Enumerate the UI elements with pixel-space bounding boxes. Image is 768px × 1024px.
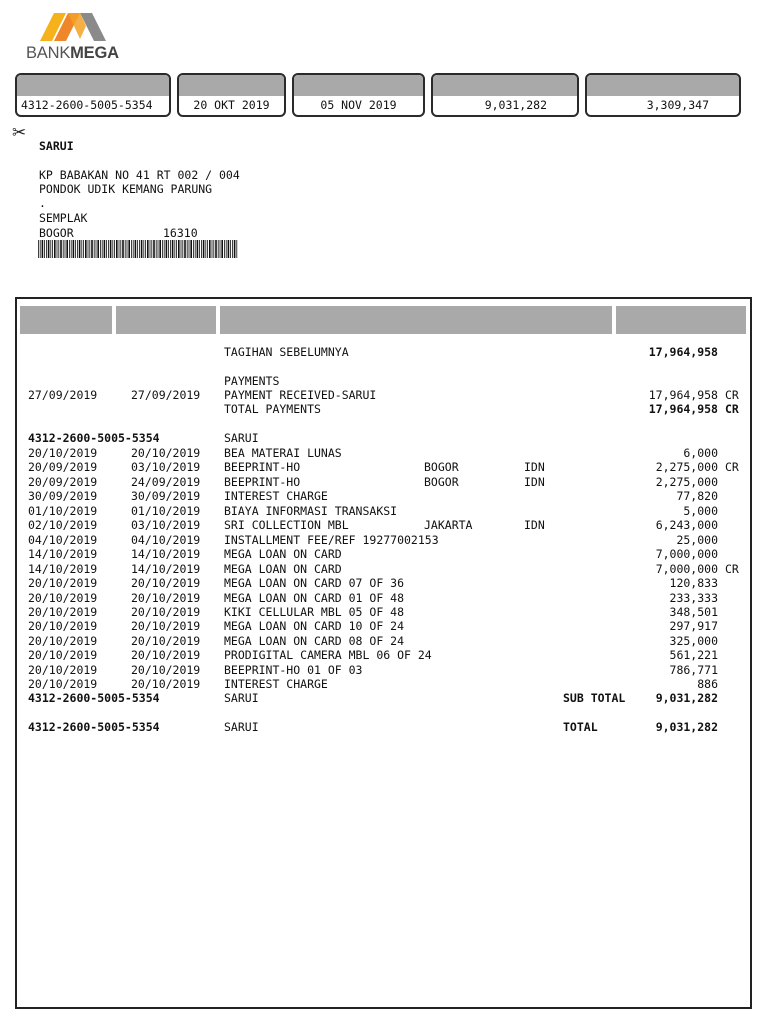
txn-amount: 348,501 bbox=[669, 604, 718, 619]
bank-name bbox=[26, 44, 119, 63]
txn-date: 14/10/2019 bbox=[28, 561, 98, 576]
txn-description: BEA MATERAI LUNAS bbox=[224, 446, 342, 460]
subtotal-cardholder: SARUI bbox=[224, 691, 259, 705]
total-payments-flag: CR bbox=[725, 402, 739, 416]
statement-date: 20 OKT 2019 bbox=[193, 98, 270, 112]
payments-label: PAYMENTS bbox=[224, 374, 280, 388]
txn-post-date: 03/10/2019 bbox=[131, 518, 201, 533]
card-number-heading: 4312-2600-5005-5354 bbox=[28, 431, 160, 445]
address-postal-code: 16310 bbox=[163, 226, 198, 240]
txn-flag: CR bbox=[725, 460, 739, 475]
txn-post-date: 20/10/2019 bbox=[131, 604, 201, 619]
txn-amount: 25,000 bbox=[676, 532, 718, 547]
txn-amount: 325,000 bbox=[669, 633, 718, 648]
address-line4: SEMPLAK bbox=[39, 211, 88, 225]
payment-amount: 17,964,958 bbox=[648, 388, 718, 402]
scissors-icon: ✂ bbox=[12, 123, 27, 143]
txn-city: BOGOR bbox=[424, 460, 459, 475]
bank-logo bbox=[26, 12, 126, 64]
txn-description: MEGA LOAN ON CARD bbox=[224, 561, 342, 576]
txn-post-date: 03/10/2019 bbox=[131, 460, 201, 475]
total-payments: 17,964,958 bbox=[648, 402, 718, 416]
customer-name: SARUI bbox=[39, 139, 74, 153]
txn-amount: 5,000 bbox=[683, 503, 718, 518]
bank-name-part1: BANK bbox=[26, 44, 71, 62]
txn-country: IDN bbox=[524, 518, 545, 533]
txn-city: BOGOR bbox=[424, 474, 459, 489]
txn-date: 20/10/2019 bbox=[28, 576, 98, 591]
col-header-amount bbox=[616, 306, 746, 334]
txn-post-date: 04/10/2019 bbox=[131, 532, 201, 547]
payment-post-date: 27/09/2019 bbox=[131, 388, 201, 402]
txn-date: 20/10/2019 bbox=[28, 590, 98, 605]
address-line2: PONDOK UDIK KEMANG PARUNG bbox=[39, 182, 213, 196]
col-header-description bbox=[220, 306, 612, 334]
txn-date: 20/09/2019 bbox=[28, 474, 98, 489]
txn-amount: 886 bbox=[697, 677, 718, 692]
txn-amount: 7,000,000 bbox=[655, 561, 718, 576]
txn-description: BEEPRINT-HO bbox=[224, 474, 301, 489]
txn-amount: 561,221 bbox=[669, 648, 718, 663]
txn-description: SRI COLLECTION MBL bbox=[224, 518, 349, 533]
due-date: 05 NOV 2019 bbox=[320, 98, 397, 112]
txn-description: KIKI CELLULAR MBL 05 OF 48 bbox=[224, 604, 405, 619]
txn-date: 20/10/2019 bbox=[28, 648, 98, 663]
txn-date: 20/09/2019 bbox=[28, 460, 98, 475]
total-amount: 9,031,282 bbox=[655, 720, 718, 734]
col-header-post-date bbox=[116, 306, 216, 334]
txn-date: 01/10/2019 bbox=[28, 503, 98, 518]
previous-balance-label: TAGIHAN SEBELUMNYA bbox=[224, 345, 349, 359]
address-line1: KP BABAKAN NO 41 RT 002 / 004 bbox=[39, 168, 240, 182]
txn-amount: 233,333 bbox=[669, 590, 718, 605]
txn-amount: 297,917 bbox=[669, 619, 718, 634]
txn-description: MEGA LOAN ON CARD 08 OF 24 bbox=[224, 633, 405, 648]
txn-post-date: 20/10/2019 bbox=[131, 648, 201, 663]
txn-date: 20/10/2019 bbox=[28, 662, 98, 677]
due-date-box bbox=[292, 73, 425, 117]
txn-amount: 2,275,000 bbox=[655, 474, 718, 489]
txn-description: MEGA LOAN ON CARD bbox=[224, 547, 342, 562]
txn-amount: 2,275,000 bbox=[655, 460, 718, 475]
payment-txn-date: 27/09/2019 bbox=[28, 388, 98, 402]
total-bill-box bbox=[431, 73, 579, 117]
txn-country: IDN bbox=[524, 474, 545, 489]
payment-flag: CR bbox=[725, 388, 739, 402]
txn-post-date: 20/10/2019 bbox=[131, 662, 201, 677]
subtotal-amount: 9,031,282 bbox=[655, 691, 718, 705]
txn-description: BEEPRINT-HO 01 OF 03 bbox=[224, 662, 363, 677]
cardholder-heading: SARUI bbox=[224, 431, 259, 445]
txn-amount: 6,000 bbox=[683, 446, 718, 460]
txn-post-date: 14/10/2019 bbox=[131, 547, 201, 562]
txn-date: 30/09/2019 bbox=[28, 489, 98, 504]
txn-amount: 786,771 bbox=[669, 662, 718, 677]
txn-description: BEEPRINT-HO bbox=[224, 460, 301, 475]
postal-barcode bbox=[38, 240, 238, 258]
txn-date: 20/10/2019 bbox=[28, 633, 98, 648]
total-bill: 9,031,282 bbox=[484, 98, 547, 112]
address-city: BOGOR bbox=[39, 226, 74, 240]
txn-post-date: 20/10/2019 bbox=[131, 576, 201, 591]
txn-post-date: 14/10/2019 bbox=[131, 561, 201, 576]
total-card-number: 4312-2600-5005-5354 bbox=[28, 720, 160, 734]
txn-amount: 7,000,000 bbox=[655, 547, 718, 562]
txn-date: 02/10/2019 bbox=[28, 518, 98, 533]
minimum-payment-box bbox=[585, 73, 741, 117]
card-number: 4312-2600-5005-5354 bbox=[21, 98, 153, 112]
txn-city: JAKARTA bbox=[424, 518, 473, 533]
txn-post-date: 20/10/2019 bbox=[131, 446, 201, 460]
txn-post-date: 01/10/2019 bbox=[131, 503, 201, 518]
txn-date: 14/10/2019 bbox=[28, 547, 98, 562]
bank-name-part2: MEGA bbox=[70, 44, 119, 62]
txn-date: 20/10/2019 bbox=[28, 677, 98, 692]
txn-amount: 77,820 bbox=[676, 489, 718, 504]
txn-description: PRODIGITAL CAMERA MBL 06 OF 24 bbox=[224, 648, 432, 663]
payment-description: PAYMENT RECEIVED-SARUI bbox=[224, 388, 377, 402]
txn-post-date: 30/09/2019 bbox=[131, 489, 201, 504]
txn-description: INSTALLMENT FEE/REF 19277002153 bbox=[224, 532, 439, 547]
txn-date: 20/10/2019 bbox=[28, 446, 98, 460]
txn-description: MEGA LOAN ON CARD 10 OF 24 bbox=[224, 619, 405, 634]
subtotal-label: SUB TOTAL bbox=[563, 691, 626, 705]
txn-description: MEGA LOAN ON CARD 07 OF 36 bbox=[224, 576, 405, 591]
txn-date: 04/10/2019 bbox=[28, 532, 98, 547]
card-number-box bbox=[15, 73, 171, 117]
txn-post-date: 20/10/2019 bbox=[131, 619, 201, 634]
txn-post-date: 20/10/2019 bbox=[131, 677, 201, 692]
txn-description: INTEREST CHARGE bbox=[224, 489, 328, 504]
subtotal-card-number: 4312-2600-5005-5354 bbox=[28, 691, 160, 705]
txn-post-date: 20/10/2019 bbox=[131, 633, 201, 648]
txn-flag: CR bbox=[725, 561, 739, 576]
total-payments-label: TOTAL PAYMENTS bbox=[224, 402, 321, 416]
txn-post-date: 24/09/2019 bbox=[131, 474, 201, 489]
txn-description: INTEREST CHARGE bbox=[224, 677, 328, 692]
txn-date: 20/10/2019 bbox=[28, 619, 98, 634]
total-cardholder: SARUI bbox=[224, 720, 259, 734]
col-header-txn-date bbox=[20, 306, 112, 334]
total-label: TOTAL bbox=[563, 720, 598, 734]
txn-amount: 120,833 bbox=[669, 576, 718, 591]
txn-post-date: 20/10/2019 bbox=[131, 590, 201, 605]
txn-description: MEGA LOAN ON CARD 01 OF 48 bbox=[224, 590, 405, 605]
txn-country: IDN bbox=[524, 460, 545, 475]
address-line3: . bbox=[39, 196, 46, 210]
minimum-payment: 3,309,347 bbox=[646, 98, 709, 112]
previous-balance: 17,964,958 bbox=[648, 345, 718, 359]
txn-date: 20/10/2019 bbox=[28, 604, 98, 619]
txn-description: BIAYA INFORMASI TRANSAKSI bbox=[224, 503, 398, 518]
statement-date-box bbox=[177, 73, 286, 117]
mega-logo-icon bbox=[40, 12, 110, 42]
txn-amount: 6,243,000 bbox=[655, 518, 718, 533]
